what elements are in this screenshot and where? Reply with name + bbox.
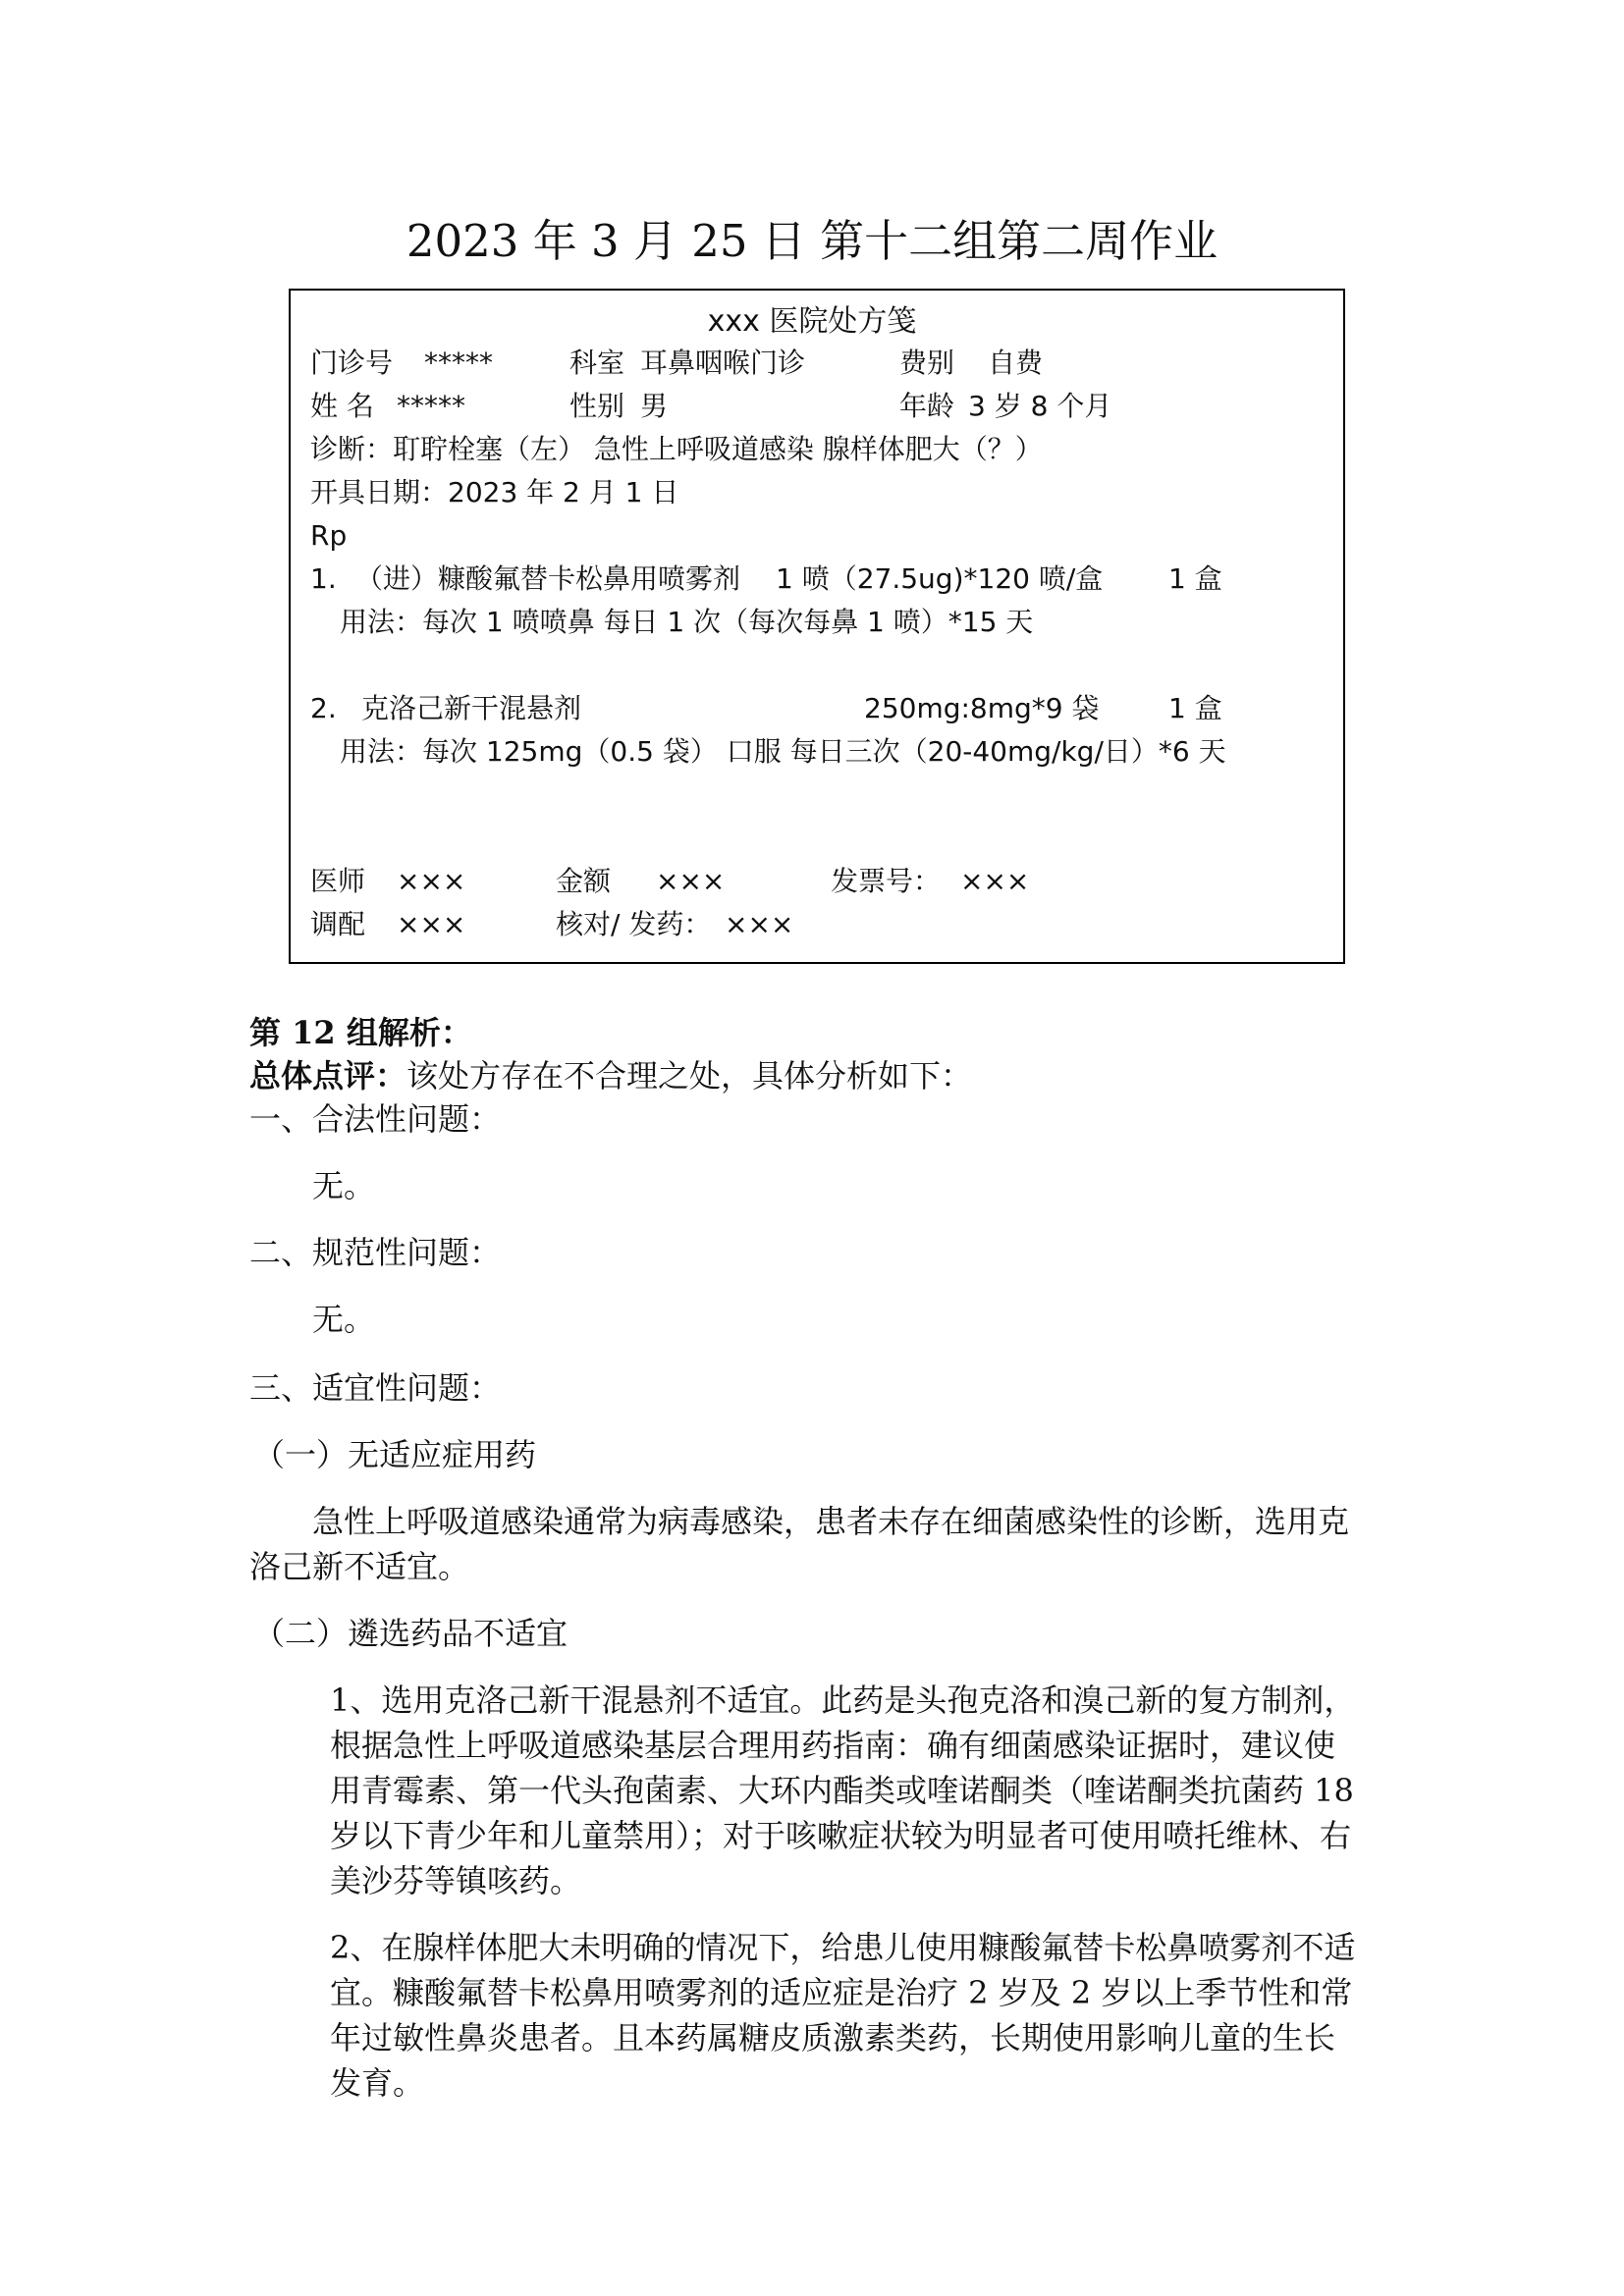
paragraph-line: 用青霉素、第一代头孢菌素、大环内酯类或喹诺酮类（喹诺酮类抗菌药 18 xyxy=(330,1772,1354,1809)
paragraph-line: 急性上呼吸道感染通常为病毒感染，患者未存在细菌感染性的诊断，选用克 xyxy=(312,1503,1350,1540)
prescription-hospital-title: xxx 医院处方笺 xyxy=(707,304,917,339)
paragraph-line: 根据急性上呼吸道感染基层合理用药指南：确有细菌感染证据时，建议使 xyxy=(330,1727,1336,1764)
name-label: 姓 名 xyxy=(310,390,374,422)
analysis-heading: 第 12 组解析： xyxy=(249,1014,472,1051)
subsection-no-indication-title: （一）无适应症用药 xyxy=(253,1436,537,1473)
fee-value: 自费 xyxy=(988,347,1044,379)
drug-name: 克洛己新干混悬剂 xyxy=(361,692,582,724)
paragraph-line: 美沙芬等镇咳药。 xyxy=(330,1862,582,1899)
drug-spec: 1 喷（27.5ug)*120 喷/盒 xyxy=(776,562,1104,595)
check-value: ××× xyxy=(725,908,794,940)
amount-label: 金额 xyxy=(556,865,612,897)
overall-comment xyxy=(249,1054,972,1097)
section-standard-title: 二、规范性问题： xyxy=(249,1234,502,1271)
check-label: 核对/ 发药： xyxy=(556,908,712,940)
doctor-value: ××× xyxy=(397,865,466,897)
invoice-label: 发票号： xyxy=(831,865,942,897)
issue-date: 开具日期：2023 年 2 月 1 日 xyxy=(310,476,679,508)
subsection-drug-selection-title: （二）遴选药品不适宜 xyxy=(253,1615,568,1652)
clinic-no-value: ***** xyxy=(424,347,493,379)
drug-number: 1. xyxy=(310,562,337,595)
section-legality-body: 无。 xyxy=(312,1167,376,1204)
drug-usage: 用法：每次 125mg（0.5 袋） 口服 每日三次（20-40mg/kg/日）*6 天 xyxy=(340,735,1226,768)
drug-spec: 250mg:8mg*9 袋 xyxy=(864,692,1100,724)
paragraph-line: 1、选用克洛己新干混悬剂不适宜。此药是头孢克洛和溴己新的复方制剂， xyxy=(330,1682,1356,1719)
invoice-value: ××× xyxy=(960,865,1030,897)
drug-usage: 用法：每次 1 喷喷鼻 每日 1 次（每次每鼻 1 喷）*15 天 xyxy=(340,606,1034,638)
diagnosis: 诊断：耵聍栓塞（左） 急性上呼吸道感染 腺样体肥大（？） xyxy=(310,433,1043,465)
sex-label: 性别 xyxy=(569,390,625,422)
paragraph-line: 宜。糠酸氟替卡松鼻用喷雾剂的适应症是治疗 2 岁及 2 岁以上季节性和常 xyxy=(330,1974,1353,2011)
section-appropriateness-title: 三、适宜性问题： xyxy=(249,1369,502,1407)
name-value: ***** xyxy=(397,390,465,422)
clinic-no-label: 门诊号 xyxy=(310,347,394,379)
overall-label: 总体点评： xyxy=(249,1057,407,1095)
dept-value: 耳鼻咽喉门诊 xyxy=(640,347,806,379)
amount-value: ××× xyxy=(656,865,726,897)
sex-value: 男 xyxy=(640,390,669,422)
paragraph-line: 发育。 xyxy=(330,2064,425,2102)
fee-label: 费别 xyxy=(899,347,955,379)
age-value: 3 岁 8 个月 xyxy=(968,390,1112,422)
doctor-label: 医师 xyxy=(310,865,366,897)
drug-name: （进）糠酸氟替卡松鼻用喷雾剂 xyxy=(355,562,741,595)
paragraph-line: 年过敏性鼻炎患者。且本药属糖皮质激素类药，长期使用影响儿童的生长 xyxy=(330,2019,1336,2056)
drug-quantity: 1 盒 xyxy=(1168,562,1222,595)
age-label: 年龄 xyxy=(899,390,955,422)
section-legality-title: 一、合法性问题： xyxy=(249,1100,502,1138)
rp-label: Rp xyxy=(310,519,348,552)
overall-text: 该处方存在不合理之处，具体分析如下： xyxy=(406,1057,973,1095)
drug-number: 2. xyxy=(310,692,337,724)
paragraph-line: 2、在腺样体肥大未明确的情况下，给患儿使用糠酸氟替卡松鼻喷雾剂不适 xyxy=(330,1929,1356,1966)
document-title: 2023 年 3 月 25 日 第十二组第二周作业 xyxy=(406,215,1218,267)
dispense-label: 调配 xyxy=(310,908,366,940)
dept-label: 科室 xyxy=(569,347,625,379)
section-standard-body: 无。 xyxy=(312,1301,376,1338)
paragraph-line: 洛己新不适宜。 xyxy=(249,1548,470,1585)
drug-quantity: 1 盒 xyxy=(1168,692,1222,724)
paragraph-line: 岁以下青少年和儿童禁用）；对于咳嗽症状较为明显者可使用喷托维林、右 xyxy=(330,1817,1352,1854)
dispense-value: ××× xyxy=(397,908,466,940)
